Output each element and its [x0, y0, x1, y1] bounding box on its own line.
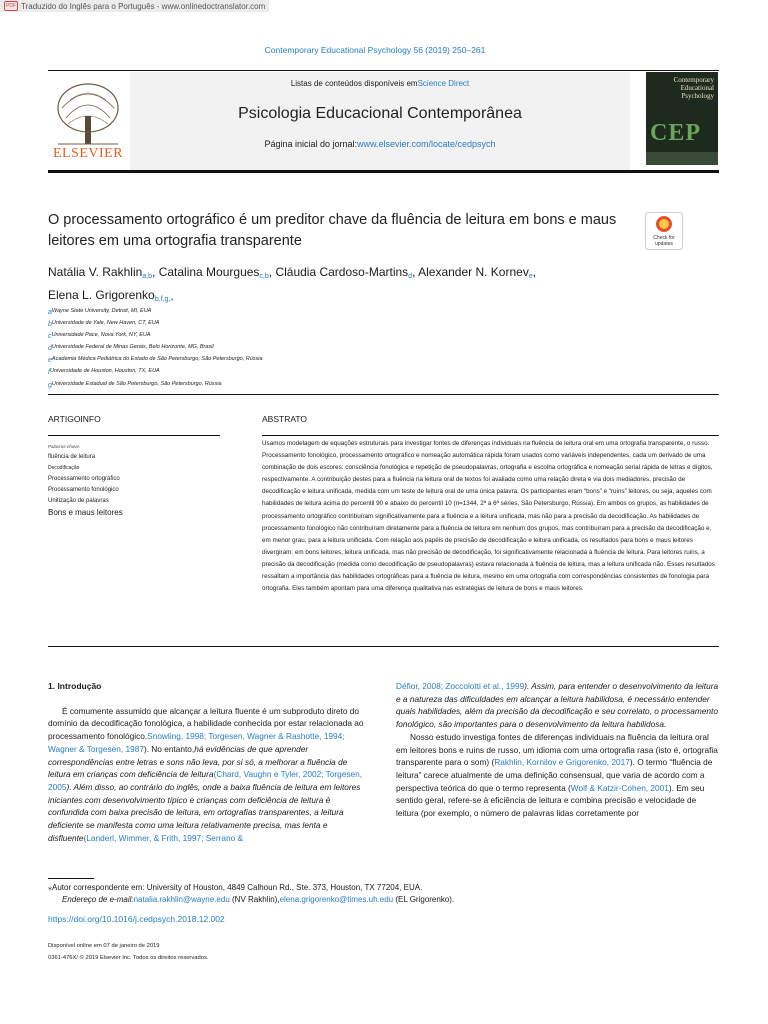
keywords — [48, 441, 218, 518]
keyword: Unitização de palavras — [48, 498, 109, 504]
check-updates-line-2: updates — [655, 241, 673, 247]
cover-abbrev: CEP — [650, 120, 701, 146]
keyword: Processamento ortográfico — [48, 476, 120, 482]
journal-cover — [646, 72, 718, 165]
translator-text: Traduzido do Inglês para o Português - www.onlinedoctranslator.com — [21, 1, 266, 11]
citation-link[interactable]: (Landerl, Wimmer, & Frith, 1997; Serrano & — [83, 832, 244, 843]
affiliations — [48, 306, 548, 391]
footnote: ⁎Autor correspondente em: University of Houston, 4849 Calhoun Rd., Ste. 373, Houston, TX 77204, EUA. Endereço de e-mail:natalia.rakhlin@wayne.edu (NV Rakhlin),elena.grigorenko@times.uh.edu (EL Grigorenko). — [48, 883, 455, 904]
author[interactable]: Elena L. Grigorenko$_{b,f,g,⁎}$ — [48, 288, 174, 303]
citation-link[interactable]: Défior, 2008; Zoccolotti et al., 1999 — [396, 681, 525, 691]
citation-link[interactable]: Rakhlin, Kornilov e Grigorenko, 2017 — [494, 757, 630, 768]
translator-icon: PDF — [6, 3, 16, 9]
keyword: Processamento fonológico — [48, 487, 119, 493]
doi-link[interactable]: https://doi.org/10.1016/j.cedpsych.2018.12.002 — [48, 914, 225, 924]
body-rule — [48, 646, 719, 647]
info-top-rule — [48, 394, 719, 395]
affiliation: $_b$Universidade de Yale, New Haven, CT, EUA — [48, 320, 160, 329]
body-column-right — [396, 680, 719, 820]
author[interactable]: Alexander N. Kornev$_e$, — [418, 265, 537, 280]
keywords-rule — [48, 435, 220, 436]
translator-banner[interactable] — [0, 0, 269, 12]
science-direct-link[interactable]: Science Direct — [417, 79, 470, 88]
email-link[interactable]: elena.grigorenko@times.uh.edu — [279, 894, 394, 904]
abstract-heading: ABSTRATO — [262, 414, 308, 424]
author-list — [48, 263, 618, 309]
abstract-text: Usamos modelagem de equações estruturais para investigar fontes de diferenças individuais na fluência de leitura oral em uma ortografia transparente, o russo. Processamento fonológico, processamento ortográfico e nomeação automática rápida foram usados como variáveis independentes, cada um derivado de uma combinação de dois escores: consciência fonológica e repetição de pseudopalavras, ortografia e escolha ortográfica e nomeação serial rápida de letras e dígitos, respectivamente. A contribuição destes para a fluência na leitura oral de textos foi avaliada como uma relação direta e via dois mediadores, precisão de decodificação e leitura unificada, medida com um teste de leitura oral de uma única palavra. Os participantes eram “bons” e “ruins” leitores, ou seja, aqueles com habilidades de leitura acima do percentil 90 e abaixo do percentil 10 (n=1344, 2ª a 6ª séries, São Petersburgo, Rússia). Em ambos os grupos, as habilidades de processamento ortográfico contribuíram significativamente para a fluência e a leitura unificada, mas não para a precisão da decodificação. As habilidades de processamento fonológico não contribuíram diretamente para a fluência de leitura em nenhum dos grupos, mas contribuíram para a precisão da decodificação e, em menor grau, para a leitura unificada. Com relação aos papéis de precisão de decodificação e leitura unificada, os resultados para bons e maus leitores divergiram: em bons leitores, leitura unificada, mas não precisão de decodificação, foi significativamente relacionada à fluência de leitura. Para leitores ruins, a precisão da decodificação (medida como decodificação de pseudopalavras) estava relacionada à fluência de leitura, mas a leitura unificada não. Esses resultados ressaltam a importância das habilidades ortográficas para a fluência de leitura, mesmo em uma ortografia com correspondências consistentes de fonologia para ortografia. Eles também apontam para uma diferença qualitativa nas estratégias de leitura de bons e maus leitores. — [262, 440, 715, 593]
affiliation: $_c$Universidade Pace, Nova York, NY, EUA — [48, 332, 151, 341]
affiliation: $_a$Wayne State University, Detroit, MI, EUA — [48, 308, 152, 316]
paragraph: Défior, 2008; Zoccolotti et al., 1999). Assim, para entender o desenvolvimento da leitura e a natureza das dificuldades em alcançar a leitura habilidosa, é necessário entender quais habilidades, além da precisão da decodificação e seu correlato, o processamento fonológico, são importantes para o desenvolvimento da leitura habilidosa. — [396, 681, 719, 730]
author[interactable]: Cláudia Cardoso-Martins$_d$, — [275, 265, 419, 280]
author[interactable]: Natália V. Rakhlin$_{a,b}$, — [48, 265, 159, 280]
contents-line: Listas de conteúdos disponíveis emScience Direct — [290, 79, 470, 88]
check-updates-icon — [645, 212, 683, 250]
cover-band — [646, 152, 718, 165]
paragraph: É comumente assumido que alcançar a leitura fluente é um subproduto direto do domínio da decodificação fonológica, a habilidade conhecida por estar relacionada ao processamento fonológico.Snowling, 1998; Torgesen, Wagner & Rashotte, 1994; Wagner & Torgesen, 1987). No entanto,há evidências de que aprender correspondências entre letras e sons não leva, por si só, a melhorar a fluência de leitura em crianças com deficiência de leitura(Chard, Vaughn e Tyler, 2002; Torgesen, 2005). Além disso, ao contrário do inglês, onde a baixa fluência de leitura em leitores iniciantes com desenvolvimento típico e crianças com deficiência de leitura é confundida com baixa precisão de leitura, em ortografias transparentes, a leitura deficiente se manifesta como uma leitura relativamente precisa, mas lenta e disfluente(Landerl, Wimmer, & Frith, 1997; Serrano & — [48, 705, 364, 843]
journal-title: Psicologia Educacional Contemporânea — [238, 105, 522, 122]
email-link[interactable]: natalia.rakhlin@wayne.edu — [133, 894, 230, 904]
publication-info — [48, 941, 208, 964]
paragraph: Nosso estudo investiga fontes de diferenças individuais na fluência da leitura oral em leitores bons e ruins de russo, um idioma com uma ortografia rasa (isto é, ortografia transparente para o som) (Rakhlin, Kornilov e Grigorenko, 2017). O termo “fluência de leitura” carece atualmente de uma definição consensual, que varia de acordo com a perspectiva teórica do que o termo representa (Wolf & Katzir-Cohen, 2001). Em seu sentido geral, refere-se à eficiência de leitura e combina precisão e velocidade de leitura (por exemplo, o número de palavras lidas corretamente por — [396, 731, 718, 819]
elsevier-logo — [48, 78, 128, 166]
check-updates-line-1: Check for — [653, 235, 675, 241]
journal-reference[interactable]: Contemporary Educational Psychology 56 (2019) 250–261 — [264, 45, 486, 55]
footnote-rule — [48, 878, 94, 879]
journal-header — [130, 72, 630, 170]
article-title: O processamento ortográfico é um preditor chave da fluência de leitura em bons e maus leitores em uma ortografia transparente — [48, 212, 617, 249]
affiliation: $_g$Universidade Estadual de São Petersburgo, São Petersburgo, Rússia — [48, 380, 222, 389]
article-info-heading: ARTIGOINFO — [48, 414, 101, 424]
cover-title: Contemporary Educational Psychology — [673, 76, 714, 100]
affiliation: $_d$Universidade Federal de Minas Gerais, Belo Horizonte, MG, Brasil — [48, 344, 214, 353]
journal-homepage-link[interactable]: www.elsevier.com/locate/cedpsych — [357, 139, 496, 149]
citation-link[interactable]: Snowling, 1998; Torgesen, Wagner & Rashotte, 1994; Wagner & Torgesen, 1987 — [48, 731, 345, 754]
copyright: 0361-476X/ © 2019 Elsevier Inc. Todos os direitos reservados. — [48, 954, 209, 961]
elsevier-wordmark: ELSEVIER — [52, 146, 124, 161]
available-online: Disponível online em 07 de janeiro de 2019 — [48, 943, 160, 949]
header-bottom-rule — [48, 170, 719, 173]
abstract-rule — [262, 435, 719, 436]
citation-link[interactable]: Wolf & Katzir-Cohen, 2001 — [570, 782, 669, 793]
keywords-label: Palavras-chave: — [48, 444, 81, 449]
author[interactable]: Catalina Mourgues$_{c,b}$, — [158, 265, 276, 280]
citation-link[interactable]: (Chard, Vaughn e Tyler, 2002; Torgesen, 2005 — [48, 769, 363, 792]
section-heading: 1. Introdução — [48, 681, 102, 691]
body-column-left — [48, 680, 364, 844]
affiliation: $_f$Universidade de Houston, Houston, TX, EUA — [48, 368, 160, 377]
keyword: fluência de leitura — [48, 454, 96, 460]
keyword: Decodificação — [48, 465, 80, 471]
affiliation: $_e$Academia Médica Pediátrica do Estado de São Petersburgo, São Petersburgo, Rússia — [48, 356, 263, 365]
check-for-updates-button[interactable] — [645, 212, 683, 250]
homepage-line: Página inicial do jornal:www.elsevier.com/locate/cedpsych — [264, 139, 496, 149]
keyword: Bons e maus leitores — [48, 508, 123, 517]
header-top-rule — [48, 70, 719, 71]
